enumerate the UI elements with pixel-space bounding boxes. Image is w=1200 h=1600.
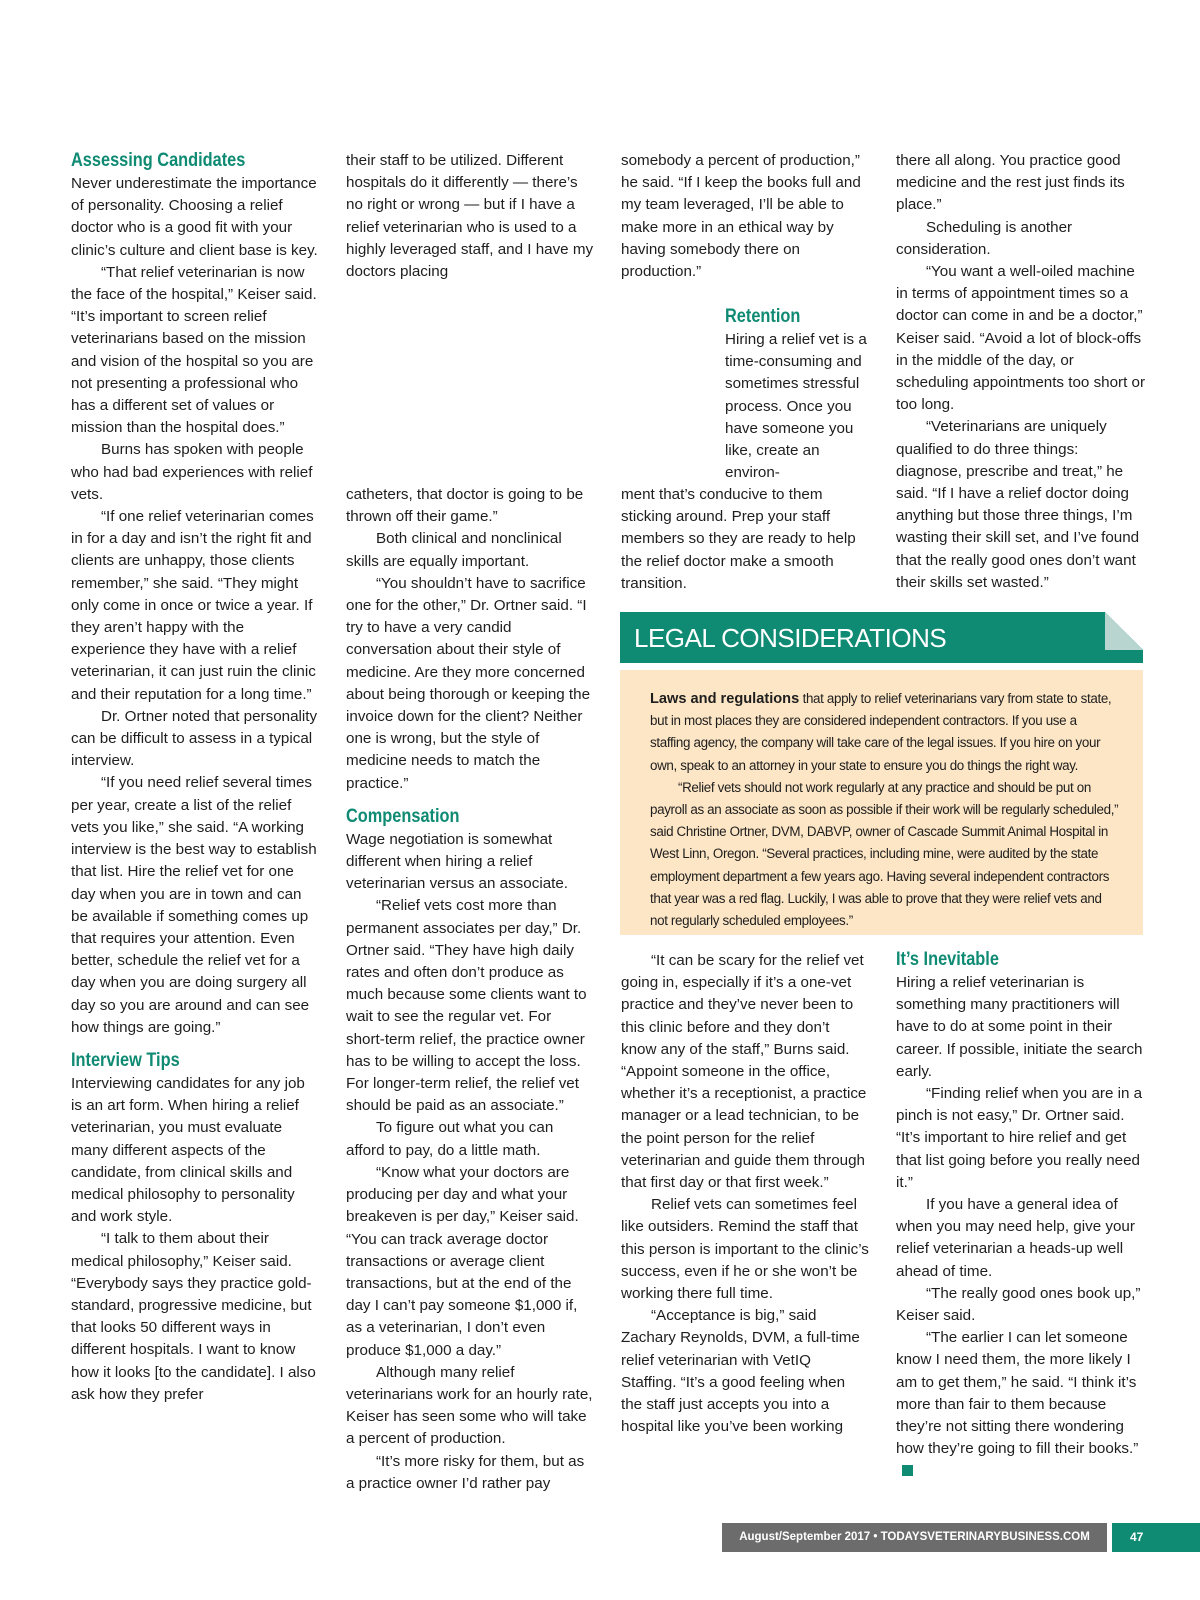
paragraph: “If you need relief several times per year, create a list of the relief vets you like,” she said. “A working interview is the best way to establish that list. Hire the relief vet for one day when you are in town and can be available if something comes up that requires your attention. Even better, schedule the relief vet for a day when you are doing surgery all day so you are around and can see how things are going.” xyxy=(71,774,317,1036)
paragraph: Hiring a relief veterinarian is something many practitioners will have to do at some point in their career. If possible, initiate the search early. xyxy=(896,974,1143,1080)
heading-assessing-candidates: Assessing Candidates xyxy=(71,150,246,171)
paragraph: there all along. You practice good medicine and the rest just finds its place.” xyxy=(896,152,1125,214)
paragraph: If you have a general idea of when you may need help, give your relief veterinarian a heads-up well ahead of time. xyxy=(896,1196,1135,1280)
paragraph: “It can be scary for the relief vet going in, especially if it’s a one-vet practice and they’ve never been to this clinic before and they don’t know any of the staff,” Burns said. “Appoint someone in the office, whether it’s a receptionist, a practice manager or a lead technician, to be the point person for the relief veterinarian and guide them through that first day or that first week.” xyxy=(621,952,867,1192)
column-3-top xyxy=(621,150,869,283)
paragraph: “The really good ones book up,” Keiser said. xyxy=(896,1284,1141,1325)
column-2-bottom xyxy=(346,484,594,1495)
paragraph: Burns has spoken with people who had bad experiences with relief vets. xyxy=(71,441,313,503)
column-1 xyxy=(71,149,319,1406)
paragraph: “Relief vets cost more than permanent associates per day,” Dr. Ortner said. “They have high daily rates and often don’t produce as much because some clients want to wait to see the regular vet. For short-term relief, the practice owner has to be willing to accept the loss. For longer-term relief, the relief vet should be paid as an associate.” xyxy=(346,897,587,1115)
heading-interview-tips: Interview Tips xyxy=(71,1049,180,1071)
paragraph: catheters, that doctor is going to be thrown off their game.” xyxy=(346,486,584,526)
heading-compensation: Compensation xyxy=(346,805,460,827)
paragraph: “That relief veterinarian is now the face of the hospital,” Keiser said. “It’s important to screen relief veterinarians based on the mission and vision of the hospital so you are not presenting a professional who has a different set of values or mission than the hospital does.” xyxy=(71,263,317,437)
legal-considerations-box xyxy=(620,670,1143,935)
legal-lead: Laws and regulations xyxy=(650,691,800,707)
page-number: 47 xyxy=(1130,1530,1144,1544)
page-curl-shade xyxy=(1105,612,1143,650)
paragraph: “Know what your doctors are producing per day and what your breakeven is per day,” Keiser said. “You can track average doctor transactions or average client transactions, but at the end of the day I can’t pay someone $1,000 if, as a veterinarian, I don’t even produce $1,000 a day.” xyxy=(346,1163,579,1359)
retention-continued xyxy=(621,484,869,595)
paragraph: Interviewing candidates for any job is an art form. When hiring a relief veterinarian, you must evaluate many different aspects of the candidate, from clinical skills and medical philosophy to personality and work style. xyxy=(71,1074,305,1226)
paragraph: their staff to be utilized. Different hospitals do it differently — there’s no right or wrong — but if I have a relief veterinarian who is used to a highly leveraged staff, and I have my doctors placing xyxy=(346,152,594,281)
paragraph: Wage negotiation is somewhat different when hiring a relief veterinarian versus an associate. xyxy=(346,830,569,893)
paragraph: ment that’s conducive to them sticking around. Prep your staff members so they are ready to help the relief doctor make a smooth transition. xyxy=(621,486,856,592)
retention-section xyxy=(725,305,873,484)
paragraph: Although many relief veterinarians work for an hourly rate, Keiser has seen some who will take a percent of production. xyxy=(346,1363,593,1448)
paragraph: Both clinical and nonclinical skills are equally important. xyxy=(346,530,562,570)
legal-paragraph-rest: that apply to relief veterinarians vary from state to state, but in most places they are considered independent contractors. If you use a staffing agency, the company will take care of the legal issues. If you hire on your own, speak to an attorney in your state to ensure you do things the right way. xyxy=(650,691,1112,773)
footer-issue: August/September 2017 • TODAYSVETERINARYBUSINESS.COM xyxy=(722,1523,1107,1552)
page-number-box xyxy=(1112,1523,1200,1552)
paragraph: Dr. Ortner noted that personality can be difficult to assess in a typical interview. xyxy=(71,707,318,770)
column-2-top xyxy=(346,150,594,283)
legal-considerations-header xyxy=(620,612,1143,663)
paragraph: “You want a well-oiled machine in terms of appointment times so a doctor can come in and be a doctor,” Keiser said. “Avoid a lot of block-offs in the middle of the day, or scheduling appointments too short or too long. xyxy=(896,263,1146,414)
heading-retention: Retention xyxy=(725,306,801,327)
paragraph: Never underestimate the importance of personality. Choosing a relief doctor who is a good fit with your clinic’s culture and client base is key. xyxy=(71,175,318,259)
column-4-top xyxy=(896,150,1146,594)
end-mark-icon xyxy=(902,1465,913,1476)
legal-considerations-title: LEGAL CONSIDERATIONS xyxy=(634,623,947,653)
column-3-bottom xyxy=(621,950,869,1438)
paragraph: “I talk to them about their medical philosophy,” Keiser said. “Everybody says they practice gold-standard, progressive medicine, but that looks 50 different ways in different hospitals. I want to know how it looks [to the candidate]. I also ask how they prefer xyxy=(71,1230,316,1403)
heading-its-inevitable: It’s Inevitable xyxy=(896,949,999,970)
paragraph: “If one relief veterinarian comes in for a day and isn’t the right fit and clients are unhappy, those clients remember,” she said. “They might only come in once or twice a year. If they aren’t happy with the experience they have with a relief veterinarian, it can just ruin the clinic and their reputation for a long time.” xyxy=(71,508,316,703)
paragraph: somebody a percent of production,” he said. “If I keep the books full and my team leveraged, I’ll be able to make more in an ethical way by having somebody there on production.” xyxy=(621,152,861,281)
legal-paragraph xyxy=(650,688,1120,777)
paragraph: Hiring a relief vet is a time-consuming and sometimes stressful process. Once you have someone you like, create an environ- xyxy=(725,331,867,482)
column-4-bottom xyxy=(896,948,1146,1483)
paragraph: “Veterinarians are uniquely qualified to do three things: diagnose, prescribe and treat,” he said. “If I have a relief doctor doing anything but those three things, I’m wasting their skill set, and I’ve found that the really good ones don’t want their skills set wasted.” xyxy=(896,418,1140,591)
paragraph: “Finding relief when you are in a pinch is not easy,” Dr. Ortner said. “It’s important to hire relief and get that list going before you really need it.” xyxy=(896,1085,1143,1191)
paragraph-text: “The earlier I can let someone know I need them, the more likely I am to get them,” he said. “I think it’s more than fair to them because they’re not sitting there wondering how they’re going to fill their books.” xyxy=(896,1329,1139,1458)
paragraph xyxy=(896,1327,1146,1482)
legal-paragraph: “Relief vets should not work regularly at any practice and should be put on payroll as an associate as soon as possible if their work will be regularly scheduled,” said Christine Ortner, DVM, DABVP, owner of Cascade Summit Animal Hospital in West Linn, Oregon. “Several practices, including mine, were audited by the state employment department a few years ago. Having several independent contractors that year was a red flag. Luckily, I was able to prove that they were relief vets and not regularly scheduled employees.” xyxy=(650,779,1119,929)
paragraph: “It’s more risky for them, but as a practice owner I’d rather pay xyxy=(346,1452,585,1492)
paragraph: Relief vets can sometimes feel like outsiders. Remind the staff that this person is important to the clinic’s success, even if he or she won’t be working there full time. xyxy=(621,1196,869,1303)
paragraph: “You shouldn’t have to sacrifice one for the other,” Dr. Ortner said. “I try to have a very candid conversation about their style of medicine. Are they more concerned about being thorough or keeping the invoice down for the client? Neither one is wrong, but the style of medicine needs to match the practice.” xyxy=(346,574,591,792)
paragraph: “Acceptance is big,” said Zachary Reynolds, DVM, a full-time relief veterinarian with VetIQ Staffing. “It’s a good feeling when the staff just accepts you into a hospital like you’ve been working xyxy=(621,1307,860,1436)
paragraph: Scheduling is another consideration. xyxy=(896,218,1073,258)
paragraph: To figure out what you can afford to pay, do a little math. xyxy=(346,1119,554,1159)
legal-text xyxy=(650,688,1120,932)
